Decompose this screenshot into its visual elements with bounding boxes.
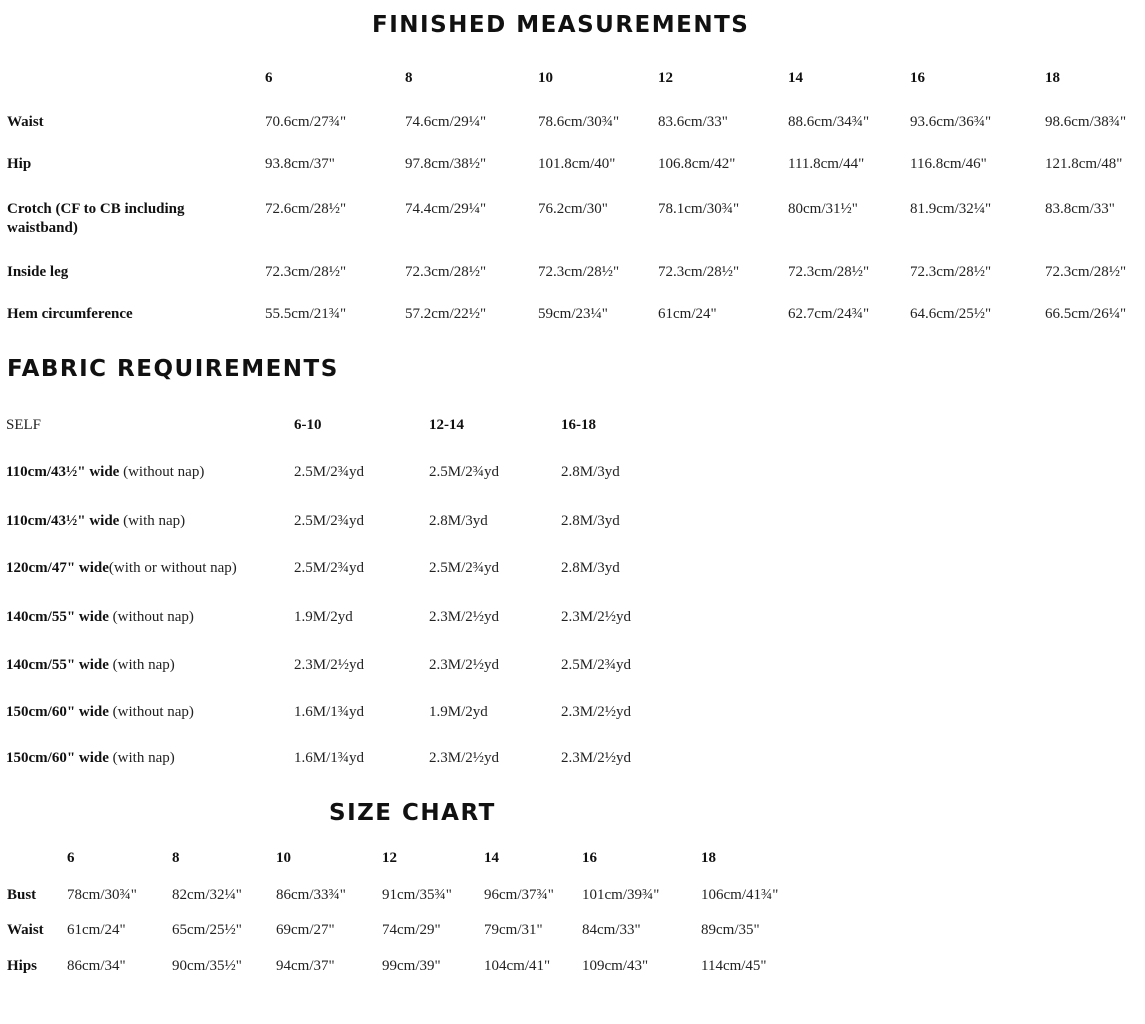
fabric-row-label — [6, 608, 194, 627]
fabric-row-label — [6, 559, 237, 578]
table-cell: 96cm/37¾" — [484, 887, 554, 903]
table-cell: 72.3cm/28½" — [265, 264, 347, 280]
table-cell: 2.5M/2¾yd — [429, 560, 500, 576]
table-cell: 72.6cm/28½" — [265, 201, 347, 217]
table-cell: 82cm/32¼" — [172, 887, 242, 903]
table-cell: 72.3cm/28½" — [658, 264, 740, 280]
fabric-width: 110cm/43½" wide — [6, 513, 120, 529]
table-cell: 64.6cm/25½" — [910, 306, 992, 322]
self-label: SELF — [6, 417, 42, 433]
fabric-nap: (with or without nap) — [108, 560, 237, 576]
table-cell: 76.2cm/30" — [538, 201, 608, 217]
table-cell: 88.6cm/34¾" — [788, 114, 870, 130]
finished-size-header: 6 — [265, 70, 273, 86]
finished-size-header: 10 — [538, 70, 553, 86]
row-label: Hips — [7, 958, 38, 974]
table-cell: 2.3M/2½yd — [294, 657, 365, 673]
table-cell: 109cm/43" — [582, 958, 649, 974]
table-cell: 99cm/39" — [382, 958, 441, 974]
table-cell: 86cm/34" — [67, 958, 126, 974]
finished-size-header: 14 — [788, 70, 803, 86]
sizechart-size-header: 8 — [172, 850, 180, 866]
finished-size-header: 12 — [658, 70, 673, 86]
table-cell: 70.6cm/27¾" — [265, 114, 347, 130]
sizechart-size-header: 16 — [582, 850, 597, 866]
table-cell: 59cm/23¼" — [538, 306, 608, 322]
table-cell: 55.5cm/21¾" — [265, 306, 347, 322]
fabric-size-header: 12-14 — [429, 417, 464, 433]
fabric-width: 150cm/60" wide — [6, 704, 109, 720]
fabric-width: 120cm/47" wide — [6, 560, 109, 576]
table-cell: 81.9cm/32¼" — [910, 201, 992, 217]
sizechart-size-header: 10 — [276, 850, 291, 866]
fabric-nap: (without nap) — [108, 704, 194, 720]
row-label: Bust — [7, 887, 37, 903]
table-cell: 69cm/27" — [276, 922, 335, 938]
sizechart-size-header: 18 — [701, 850, 716, 866]
table-cell: 2.5M/2¾yd — [294, 560, 365, 576]
table-cell: 72.3cm/28½" — [788, 264, 870, 280]
table-cell: 74.4cm/29¼" — [405, 201, 487, 217]
row-label: Crotch (CF to CB including waistband) — [7, 201, 185, 236]
table-cell: 62.7cm/24¾" — [788, 306, 870, 322]
table-cell: 2.8M/3yd — [561, 513, 620, 529]
table-cell: 74.6cm/29¼" — [405, 114, 487, 130]
table-cell: 104cm/41" — [484, 958, 551, 974]
table-cell: 57.2cm/22½" — [405, 306, 487, 322]
table-cell: 2.3M/2½yd — [429, 750, 500, 766]
row-label: Hem circumference — [7, 306, 133, 322]
table-cell: 2.5M/2¾yd — [429, 464, 500, 480]
sizechart-size-header: 6 — [67, 850, 75, 866]
table-cell: 2.5M/2¾yd — [294, 464, 365, 480]
table-cell: 93.6cm/36¾" — [910, 114, 992, 130]
table-cell: 98.6cm/38¾" — [1045, 114, 1127, 130]
table-cell: 72.3cm/28½" — [405, 264, 487, 280]
finished-size-header: 16 — [910, 70, 925, 86]
table-cell: 80cm/31½" — [788, 201, 858, 217]
fabric-requirements-title: FABRIC REQUIREMENTS — [7, 356, 339, 382]
fabric-width: 140cm/55" wide — [6, 609, 109, 625]
finished-size-header: 18 — [1045, 70, 1060, 86]
size-chart-title: SIZE CHART — [329, 800, 496, 826]
table-cell: 2.5M/2¾yd — [294, 513, 365, 529]
table-cell: 97.8cm/38½" — [405, 156, 487, 172]
fabric-row-label — [6, 703, 194, 722]
table-cell: 114cm/45" — [701, 958, 767, 974]
row-label: Inside leg — [7, 264, 69, 280]
table-cell: 78.6cm/30¾" — [538, 114, 620, 130]
sizechart-size-header: 14 — [484, 850, 499, 866]
table-cell: 72.3cm/28½" — [538, 264, 620, 280]
table-cell: 101cm/39¾" — [582, 887, 660, 903]
table-cell: 72.3cm/28½" — [910, 264, 992, 280]
fabric-size-header: 6-10 — [294, 417, 322, 433]
table-cell: 89cm/35" — [701, 922, 760, 938]
sizechart-size-header: 12 — [382, 850, 397, 866]
fabric-nap: (without nap) — [119, 464, 205, 480]
table-cell: 116.8cm/46" — [910, 156, 987, 172]
table-cell: 83.8cm/33" — [1045, 201, 1115, 217]
table-cell: 101.8cm/40" — [538, 156, 616, 172]
table-cell: 2.8M/3yd — [429, 513, 488, 529]
table-cell: 61cm/24" — [658, 306, 717, 322]
table-cell: 2.3M/2½yd — [429, 657, 500, 673]
fabric-width: 150cm/60" wide — [6, 750, 109, 766]
table-cell: 90cm/35½" — [172, 958, 242, 974]
table-cell: 2.5M/2¾yd — [561, 657, 632, 673]
finished-measurements-title: FINISHED MEASUREMENTS — [372, 12, 750, 38]
table-cell: 121.8cm/48" — [1045, 156, 1123, 172]
table-cell: 2.3M/2½yd — [561, 750, 632, 766]
table-cell: 2.8M/3yd — [561, 464, 620, 480]
fabric-nap: (without nap) — [108, 609, 194, 625]
fabric-nap: (with nap) — [108, 750, 175, 766]
row-label: Hip — [7, 156, 32, 172]
fabric-width: 110cm/43½" wide — [6, 464, 120, 480]
table-cell: 106.8cm/42" — [658, 156, 736, 172]
table-cell: 2.3M/2½yd — [561, 609, 632, 625]
table-cell: 2.8M/3yd — [561, 560, 620, 576]
table-cell: 83.6cm/33" — [658, 114, 728, 130]
table-cell: 1.6M/1¾yd — [294, 704, 365, 720]
table-cell: 74cm/29" — [382, 922, 441, 938]
fabric-nap: (with nap) — [108, 657, 175, 673]
fabric-size-header: 16-18 — [561, 417, 596, 433]
fabric-row-label — [6, 656, 175, 675]
fabric-row-label — [6, 463, 204, 482]
table-cell: 91cm/35¾" — [382, 887, 452, 903]
fabric-row-label — [6, 749, 175, 768]
table-cell: 72.3cm/28½" — [1045, 264, 1127, 280]
fabric-width: 140cm/55" wide — [6, 657, 109, 673]
table-cell: 78cm/30¾" — [67, 887, 137, 903]
row-label: Waist — [7, 922, 44, 938]
table-cell: 84cm/33" — [582, 922, 641, 938]
table-cell: 106cm/41¾" — [701, 887, 779, 903]
table-cell: 93.8cm/37" — [265, 156, 335, 172]
table-cell: 2.3M/2½yd — [561, 704, 632, 720]
table-cell: 94cm/37" — [276, 958, 335, 974]
table-cell: 86cm/33¾" — [276, 887, 346, 903]
table-cell: 61cm/24" — [67, 922, 126, 938]
table-cell: 66.5cm/26¼" — [1045, 306, 1127, 322]
table-cell: 1.6M/1¾yd — [294, 750, 365, 766]
table-cell: 1.9M/2yd — [294, 609, 353, 625]
table-cell: 79cm/31" — [484, 922, 543, 938]
fabric-row-label — [6, 512, 185, 531]
table-cell: 2.3M/2½yd — [429, 609, 500, 625]
row-label: Waist — [7, 114, 44, 130]
finished-size-header: 8 — [405, 70, 413, 86]
table-cell: 78.1cm/30¾" — [658, 201, 740, 217]
table-cell: 1.9M/2yd — [429, 704, 488, 720]
table-cell: 111.8cm/44" — [788, 156, 865, 172]
fabric-nap: (with nap) — [119, 513, 186, 529]
table-cell: 65cm/25½" — [172, 922, 242, 938]
